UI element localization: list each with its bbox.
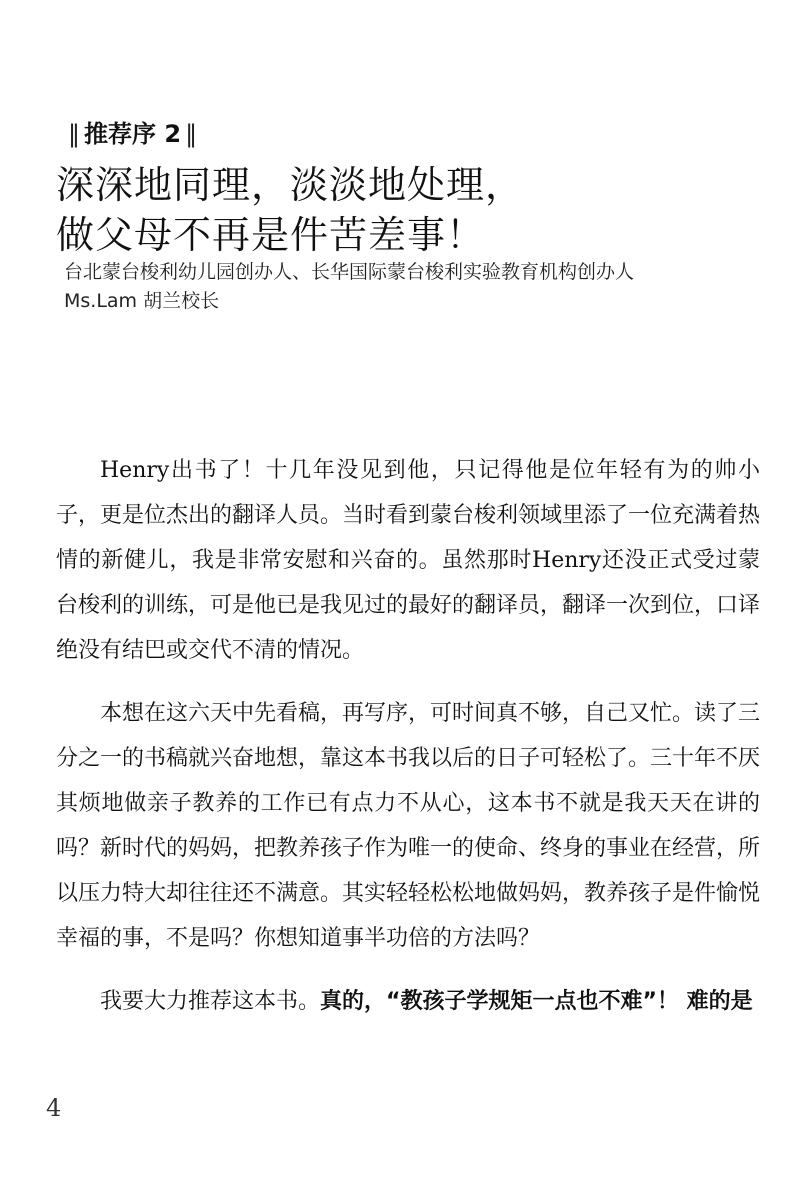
- section-label-text: 推荐序 2: [84, 120, 182, 148]
- page-number: 4: [46, 1094, 62, 1122]
- paragraph-1: Henry出书了！十几年没见到他，只记得他是位年轻有为的帅小子，更是位杰出的翻译人员。当时看到蒙台梭利领域里添了一位充满着热情的新健儿，我是非常安慰和兴奋的。虽然那时Henry还没正式受过蒙台梭利的训练，可是他已是我见过的最好的翻译员，翻译一次到位，口译绝没有结巴或交代不清的情况。: [56, 458, 761, 663]
- byline-affiliation: 台北蒙台梭利幼儿园创办人、长华国际蒙台梭利实验教育机构创办人: [64, 261, 635, 283]
- page-title: [56, 160, 756, 260]
- byline-author-name: Ms.Lam 胡兰校长: [64, 290, 220, 312]
- paragraph-3-normal: 我要大力推荐这本书。: [100, 989, 321, 1014]
- paragraph-2: 本想在这六天中先看稿，再写序，可时间真不够，自己又忙。读了三分之一的书稿就兴奋地想，靠这本书我以后的日子可轻松了。三十年不厌其烦地做亲子教养的工作已有点力不从心，这本书不就是我天天在讲的吗？新时代的妈妈，把教养孩子作为唯一的使命、终身的事业在经营，所以压力特大却往往还不满意。其实轻轻松松地做妈妈，教养孩子是件愉悦幸福的事，不是吗？你想知道事半功倍的方法吗？: [56, 701, 761, 951]
- section-label-open-bars: ‖: [68, 120, 80, 148]
- section-label-close-bars: ‖: [185, 120, 198, 148]
- paragraph-3-bold: 真的，“教孩子学规矩一点也不难”！ 难的是: [320, 989, 753, 1014]
- paragraph-3: [56, 979, 760, 1024]
- author-byline: [64, 258, 764, 316]
- body-text: [56, 448, 760, 1042]
- title-line-2: 做父母不再是件苦差事！: [56, 213, 486, 257]
- title-line-1: 深深地同理，淡淡地处理，: [56, 163, 525, 207]
- section-label: [64, 118, 201, 150]
